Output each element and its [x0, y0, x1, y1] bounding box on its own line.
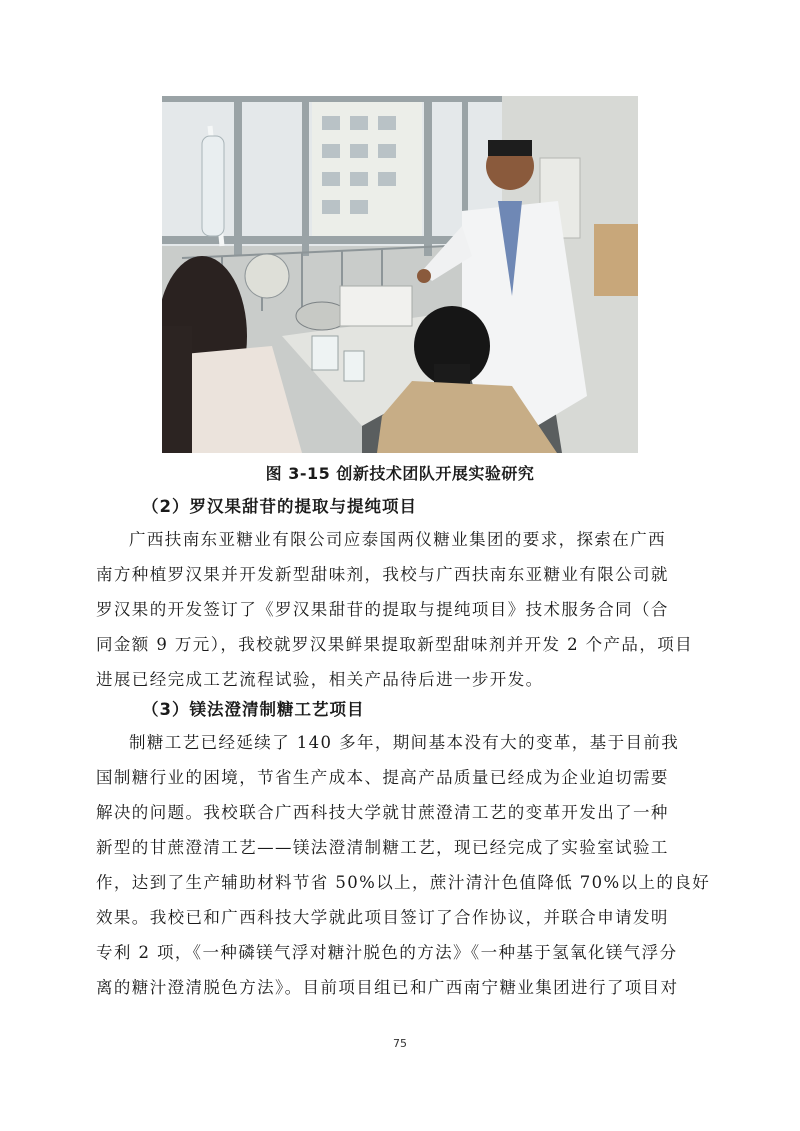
- paragraph-line: 进展已经完成工艺流程试验，相关产品待后进一步开发。: [96, 670, 544, 689]
- section-2-paragraph: [96, 522, 708, 697]
- section-2-heading: （2）罗汉果甜苷的提取与提纯项目: [142, 497, 417, 516]
- paragraph-line: 解决的问题。我校联合广西科技大学就甘蔗澄清工艺的变革开发出了一种: [96, 803, 669, 822]
- lab-photo-drawing: [162, 96, 638, 453]
- paragraph-line: 新型的甘蔗澄清工艺——镁法澄清制糖工艺，现已经完成了实验室试验工: [96, 838, 669, 857]
- lab-photo: [162, 96, 638, 453]
- paragraph-line: 离的糖汁澄清脱色方法》。目前项目组已和广西南宁糖业集团进行了项目对: [96, 978, 679, 997]
- paragraph-line: 专利 2 项，《一种磷镁气浮对糖汁脱色的方法》《一种基于氢氧化镁气浮分: [96, 943, 678, 962]
- paragraph-line: 国制糖行业的困境，节省生产成本、提高产品质量已经成为企业迫切需要: [96, 768, 669, 787]
- paragraph-line: 制糖工艺已经延续了 140 多年，期间基本没有大的变革，基于目前我: [129, 733, 680, 752]
- section-3-paragraph: [96, 725, 711, 1005]
- paragraph-line: 广西扶南东亚糖业有限公司应泰国两仪糖业集团的要求，探索在广西: [129, 530, 666, 549]
- section-3-heading: （3）镁法澄清制糖工艺项目: [142, 700, 365, 719]
- page-number: 75: [393, 1037, 407, 1050]
- figure-caption: 图 3-15 创新技术团队开展实验研究: [265, 464, 535, 483]
- paragraph-line: 南方种植罗汉果并开发新型甜味剂，我校与广西扶南东亚糖业有限公司就: [96, 565, 669, 584]
- paragraph-line: 效果。我校已和广西科技大学就此项目签订了合作协议，并联合申请发明: [96, 908, 669, 927]
- paragraph-line: 罗汉果的开发签订了《罗汉果甜苷的提取与提纯项目》技术服务合同（合: [96, 600, 669, 619]
- paragraph-line: 作，达到了生产辅助材料节省 50%以上，蔗汁清汁色值降低 70%以上的良好: [96, 873, 711, 892]
- paragraph-line: 同金额 9 万元），我校就罗汉果鲜果提取新型甜味剂并开发 2 个产品，项目: [96, 635, 694, 654]
